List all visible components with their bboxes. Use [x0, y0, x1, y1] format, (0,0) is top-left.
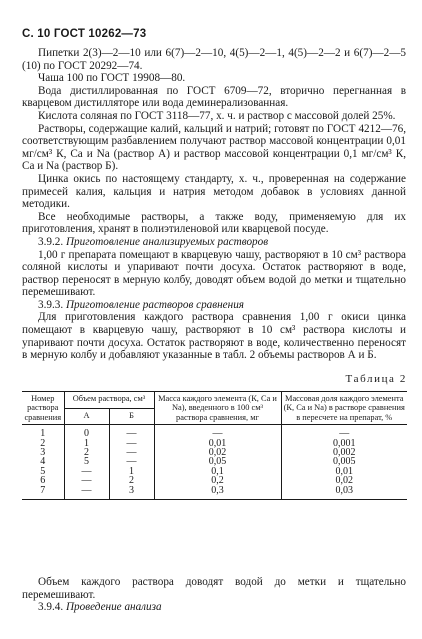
section-number: 3.9.4.: [38, 601, 64, 614]
table-row: [22, 486, 407, 500]
cell-fraction: 0,02: [281, 476, 407, 485]
cell-fraction: —: [281, 425, 407, 439]
body-text: [22, 47, 406, 362]
paragraph-acid: Кислота соляная по ГОСТ 3118—77, х. ч. и раствор с массовой долей 25%.: [38, 109, 396, 122]
section-heading-3-9-3: [22, 299, 406, 312]
cell-fraction: 0,03: [281, 486, 407, 500]
paragraph-after-table: Объем каждого раствора доводят водой до метки и тщательно перемешивают.: [22, 576, 406, 601]
cell-number: 7: [22, 486, 64, 500]
cell-volume-a: —: [64, 467, 109, 476]
cell-volume-b: —: [109, 425, 154, 439]
cell-volume-a: 0: [64, 425, 109, 439]
paragraph-solutions: Растворы, содержащие калий, кальций и натрий; готовят по ГОСТ 4212—76, соответствующим разбавлением получают раствор массовой концентрации 0,01 мг/см³ К, Са и Na (раствор А) и раствор массовой концентрации 0,1 мг/см³ К, Са и Na (раствор Б).: [22, 122, 406, 173]
paragraph-sample-prep: 1,00 г препарата помещают в кварцевую чашу, растворяют в 10 см³ раствора соляной кислоты и упаривают почти досуха. Остаток растворяют в воде, раствор переносят в мерную колбу, доводят объем водой до метки и тщательно перемешивают.: [22, 248, 406, 299]
cell-fraction: 0,001: [281, 439, 407, 448]
paragraph-storage: Все необходимые растворы, а также воду, применяемую для их приготовления, хранят в полиэтиленовой или кварцевой посуде.: [22, 210, 406, 236]
cell-number: 4: [22, 457, 64, 466]
section-title: Приготовление растворов сравнения: [65, 298, 244, 311]
page-header: С. 10 ГОСТ 10262—73: [22, 28, 147, 40]
cell-number: 2: [22, 439, 64, 448]
section-title: Проведение анализа: [65, 601, 162, 614]
cell-number: 5: [22, 467, 64, 476]
header-fraction: Массовая доля каждого элемента (К, Са и Na) в растворе сравнения в пересчете на препарат, %: [281, 392, 407, 425]
header-mass: Масса каждого элемента (К, Са и Na), введенного в 100 см³ раствора сравнения, мг: [154, 392, 281, 425]
paragraph-reference-prep: Для приготовления каждого раствора сравнения 1,00 г окиси цинка помещают в кварцевую чашу, растворяют в 10 см³ раствора кислоты и упаривают почти досуха. Остаток растворяют в воде, количественно переносят в мерную колбу и добавляют указанные в табл. 2 объемы растворов А и Б.: [22, 311, 406, 362]
cell-volume-b: —: [109, 439, 154, 448]
cell-volume-b: —: [109, 457, 154, 466]
section-number: 3.9.3.: [38, 298, 64, 311]
section-heading-3-9-2: [22, 236, 406, 249]
header-col-a: А: [64, 408, 109, 425]
cell-mass: 0,05: [154, 457, 281, 466]
cell-volume-b: 2: [109, 476, 154, 485]
reference-solutions-table: [22, 391, 407, 500]
paragraph-zinc-oxide: Цинка окись по настоящему стандарту, х. ч., проверенная на содержание примесей калия, кальция и натрия методом добавок в условиях данной методики.: [22, 172, 406, 211]
cell-volume-a: —: [64, 486, 109, 500]
cell-number: 1: [22, 425, 64, 439]
cell-mass: 0,01: [154, 439, 281, 448]
cell-fraction: 0,01: [281, 467, 407, 476]
table-row: [22, 425, 407, 439]
paragraph-pipettes: Пипетки 2(3)—2—10 или 6(7)—2—10, 4(5)—2—1, 4(5)—2—2 и 6(7)—2—5 (10) по ГОСТ 20292—74.: [22, 47, 406, 72]
cell-fraction: 0,002: [281, 448, 407, 457]
cell-mass: 0,02: [154, 448, 281, 457]
cell-mass: 0,3: [154, 486, 281, 500]
cell-number: 6: [22, 476, 64, 485]
cell-fraction: 0,005: [281, 457, 407, 466]
cell-volume-a: 2: [64, 448, 109, 457]
cell-volume-b: 1: [109, 467, 154, 476]
cell-volume-a: 5: [64, 457, 109, 466]
paragraph-dish: Чаша 100 по ГОСТ 19908—80.: [38, 72, 186, 85]
section-number: 3.9.2.: [38, 235, 64, 248]
cell-mass: 0,1: [154, 467, 281, 476]
section-heading-3-9-4: [22, 601, 406, 614]
section-title: Приготовление анализируемых растворов: [65, 235, 269, 248]
cell-volume-b: 3: [109, 486, 154, 500]
closing-text: [22, 576, 406, 614]
header-col-b: Б: [109, 408, 154, 425]
cell-mass: —: [154, 425, 281, 439]
cell-volume-a: —: [64, 476, 109, 485]
cell-volume-a: 1: [64, 439, 109, 448]
table-caption: Таблица 2: [345, 373, 407, 385]
cell-mass: 0,2: [154, 476, 281, 485]
paragraph-water: Вода дистиллированная по ГОСТ 6709—72, вторично перегнанная в кварцевом дистилляторе или вода деминерализованная.: [22, 84, 406, 110]
cell-number: 3: [22, 448, 64, 457]
cell-volume-b: —: [109, 448, 154, 457]
header-number: Номер раствора сравнения: [22, 392, 64, 425]
header-volume: Объем раствора, см³: [64, 392, 154, 409]
